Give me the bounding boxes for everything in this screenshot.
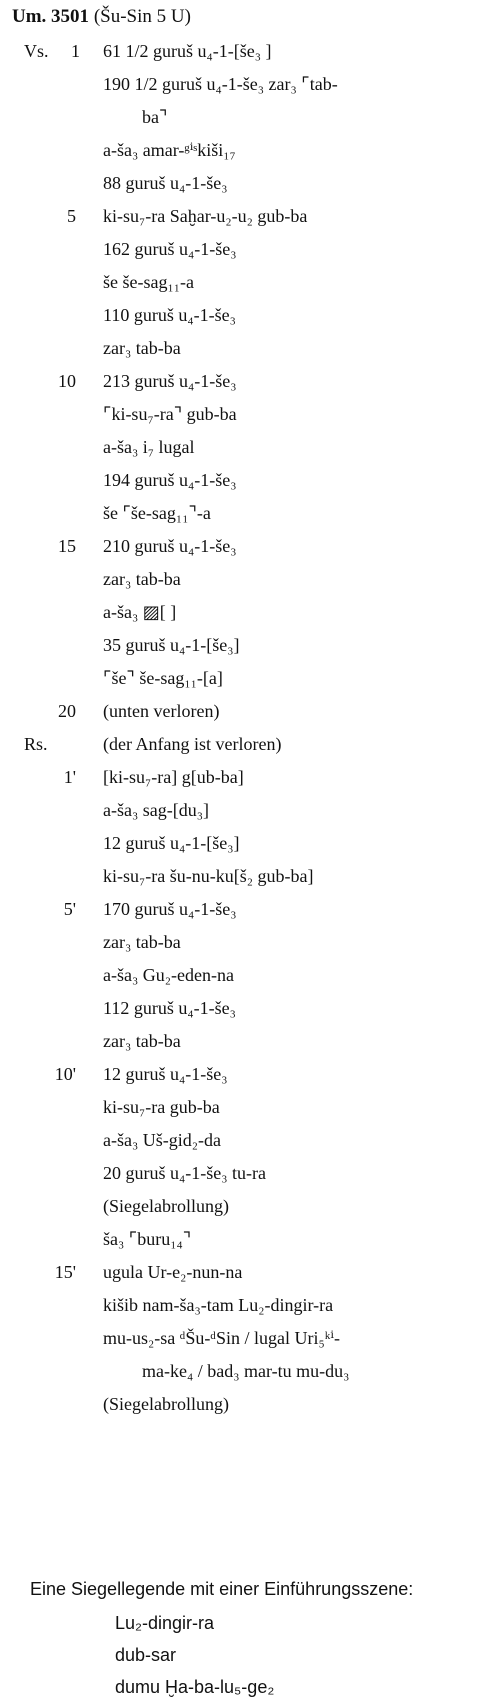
text-line: 88 guruš u₄-1-še₃ <box>103 173 228 193</box>
text-line: ugula Ur-e₂-nun-na <box>103 1262 243 1282</box>
text-line: (Siegelabrollung) <box>103 1394 229 1414</box>
text-line: 61 1/2 guruš u₄-1-[še₃ ] <box>103 41 272 61</box>
text-line: ba⌝ <box>142 107 168 127</box>
text-line: ma-ke₄ / bad₃ mar-tu mu-du₃ <box>142 1361 350 1381</box>
line-number: 1' <box>63 767 76 787</box>
line-number: 1 <box>71 41 80 61</box>
section-reverse: Rs. <box>24 734 48 754</box>
text-line: ⌜ki-su₇-ra⌝ gub-ba <box>103 404 237 424</box>
text-line: 20 guruš u₄-1-še₃ tu-ra <box>103 1163 267 1183</box>
text-line: a-ša₃ sag-[du₃] <box>103 800 210 820</box>
section-obverse: Vs. <box>24 41 49 61</box>
text-line: zar₃ tab-ba <box>103 338 181 358</box>
text-line: zar₃ tab-ba <box>103 1031 181 1051</box>
text-line: a-ša₃ i₇ lugal <box>103 437 195 457</box>
text-line: [ki-su₇-ra] g[ub-ba] <box>103 767 244 787</box>
text-line: zar₃ tab-ba <box>103 569 181 589</box>
seal-heading: Eine Siegellegende mit einer Einführungsszene: <box>30 1579 414 1599</box>
text-line: 110 guruš u₄-1-še₃ <box>103 305 236 325</box>
text-line: 112 guruš u₄-1-še₃ <box>103 998 236 1018</box>
text-line: 12 guruš u₄-1-[še₃] <box>103 833 240 853</box>
text-line: 162 guruš u₄-1-še₃ <box>103 239 237 259</box>
text-line: ki-su₇-ra Saḫar-u₂-u₂ gub-ba <box>103 206 308 226</box>
line-number: 5' <box>63 899 76 919</box>
tablet-date: (Šu-Sin 5 U) <box>93 6 191 27</box>
text-line: (Siegelabrollung) <box>103 1196 229 1216</box>
text-line: a-ša₃ amar-ᵍⁱˢkiši₁₇ <box>103 140 236 160</box>
text-line: (unten verloren) <box>103 701 220 721</box>
text-line: kišib nam-ša₃-tam Lu₂-dingir-ra <box>103 1295 334 1315</box>
text-line: mu-us₂-sa ᵈŠu-ᵈSin / lugal Uri₅ᵏⁱ- <box>103 1328 341 1348</box>
text-line: ki-su₇-ra šu-nu-ku[š₂ gub-ba] <box>103 866 314 886</box>
line-number: 10' <box>54 1064 76 1084</box>
text-line: ša₃ ⌜buru₁₄⌝ <box>103 1229 192 1249</box>
text-line: 12 guruš u₄-1-še₃ <box>103 1064 228 1084</box>
text-line: a-ša₃ Uš-gid₂-da <box>103 1130 222 1150</box>
tablet-number: Um. 3501 <box>12 6 90 27</box>
seal-line: dumu Ḫa-ba-lu₅-ge₂ <box>115 1677 275 1697</box>
text-line: 194 guruš u₄-1-še₃ <box>103 470 237 490</box>
line-number: 20 <box>58 701 76 721</box>
line-number: 5 <box>67 206 76 226</box>
text-line: 190 1/2 guruš u₄-1-še₃ zar₃ ⌜tab- <box>103 74 338 94</box>
text-line: (der Anfang ist verloren) <box>103 734 282 754</box>
seal-line: dub-sar <box>115 1645 177 1665</box>
text-line: 170 guruš u₄-1-še₃ <box>103 899 237 919</box>
text-line: 210 guruš u₄-1-še₃ <box>103 536 237 556</box>
text-line: 213 guruš u₄-1-še₃ <box>103 371 237 391</box>
text-line: ki-su₇-ra gub-ba <box>103 1097 220 1117</box>
text-line: še še-sag₁₁-a <box>103 272 195 292</box>
line-number: 15 <box>58 536 76 556</box>
text-line: zar₃ tab-ba <box>103 932 181 952</box>
text-line: a-ša₃ Gu₂-eden-na <box>103 965 234 985</box>
text-line: ⌜še⌝ še-sag₁₁-[a] <box>103 668 223 688</box>
page-title <box>12 6 191 28</box>
seal-line: Lu₂-dingir-ra <box>115 1613 215 1633</box>
text-line: 35 guruš u₄-1-[še₃] <box>103 635 240 655</box>
text-line: a-ša₃ ▨[ ] <box>103 602 177 622</box>
line-number: 15' <box>54 1262 76 1282</box>
text-line: še ⌜še-sag₁₁⌝-a <box>103 503 211 523</box>
line-number: 10 <box>58 371 76 391</box>
